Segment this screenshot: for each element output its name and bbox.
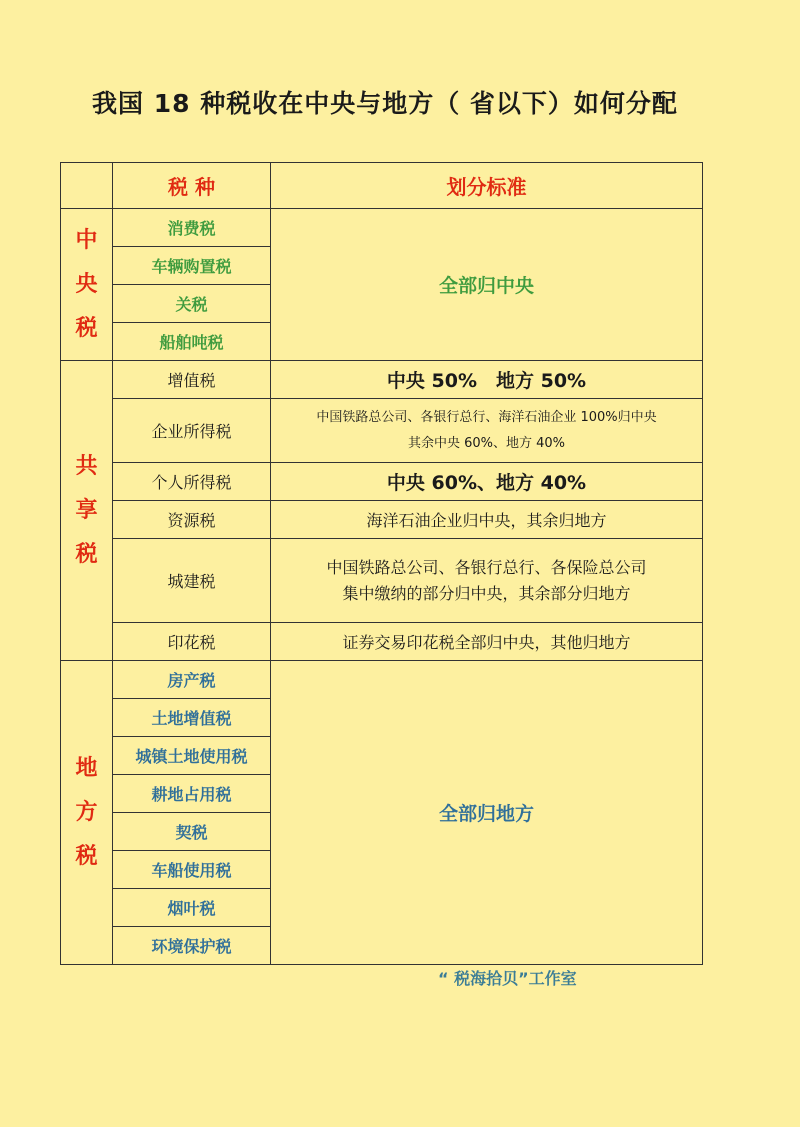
table-row xyxy=(61,399,703,463)
table-row xyxy=(61,209,703,247)
tax-name: 土地增值税 xyxy=(113,699,271,737)
table-row xyxy=(61,623,703,661)
tax-allocation-table xyxy=(60,162,703,965)
tax-name: 耕地占用税 xyxy=(113,775,271,813)
tax-name: 增值税 xyxy=(113,361,271,399)
tax-name: 船舶吨税 xyxy=(113,323,271,361)
tax-name: 烟叶税 xyxy=(113,889,271,927)
tax-name: 消费税 xyxy=(113,209,271,247)
tax-rule: 海洋石油企业归中央，其余归地方 xyxy=(271,501,703,539)
tax-name: 个人所得税 xyxy=(113,463,271,501)
header-blank-cell xyxy=(61,163,113,209)
tax-name: 城镇土地使用税 xyxy=(113,737,271,775)
tax-name: 车辆购置税 xyxy=(113,247,271,285)
group-local-label: 地 方 税 xyxy=(61,661,113,965)
tax-rule: 中国铁路总公司、各银行总行、海洋石油企业 100%归中央 其余中央 60%、地方 40% xyxy=(271,399,703,463)
table-row xyxy=(61,361,703,399)
tax-name: 车船使用税 xyxy=(113,851,271,889)
tax-name: 印花税 xyxy=(113,623,271,661)
table-row xyxy=(61,463,703,501)
tax-rule: 中央 60%、地方 40% xyxy=(271,463,703,501)
tax-rule: 中国铁路总公司、各银行总行、各保险总公司 集中缴纳的部分归中央，其余部分归地方 xyxy=(271,539,703,623)
header-tax-type: 税 种 xyxy=(113,163,271,209)
group-central-label: 中 央 税 xyxy=(61,209,113,361)
page-title: 我国 18 种税收在中央与地方（ 省以下）如何分配 xyxy=(92,89,678,118)
central-rule: 全部归中央 xyxy=(271,209,703,361)
table-row xyxy=(61,661,703,699)
tax-name: 城建税 xyxy=(113,539,271,623)
tax-name: 关税 xyxy=(113,285,271,323)
table-header-row xyxy=(61,163,703,209)
tax-name: 企业所得税 xyxy=(113,399,271,463)
tax-rule: 中央 50% 地方 50% xyxy=(271,361,703,399)
tax-name: 房产税 xyxy=(113,661,271,699)
table-row xyxy=(61,539,703,623)
tax-name: 环境保护税 xyxy=(113,927,271,965)
header-criteria: 划分标准 xyxy=(271,163,703,209)
local-rule: 全部归地方 xyxy=(271,661,703,965)
tax-rule: 证券交易印花税全部归中央，其他归地方 xyxy=(271,623,703,661)
tax-name: 资源税 xyxy=(113,501,271,539)
group-shared-label: 共 享 税 xyxy=(61,361,113,661)
studio-credit: “ 税海拾贝”工作室 xyxy=(438,969,577,988)
table-row xyxy=(61,501,703,539)
tax-name: 契税 xyxy=(113,813,271,851)
